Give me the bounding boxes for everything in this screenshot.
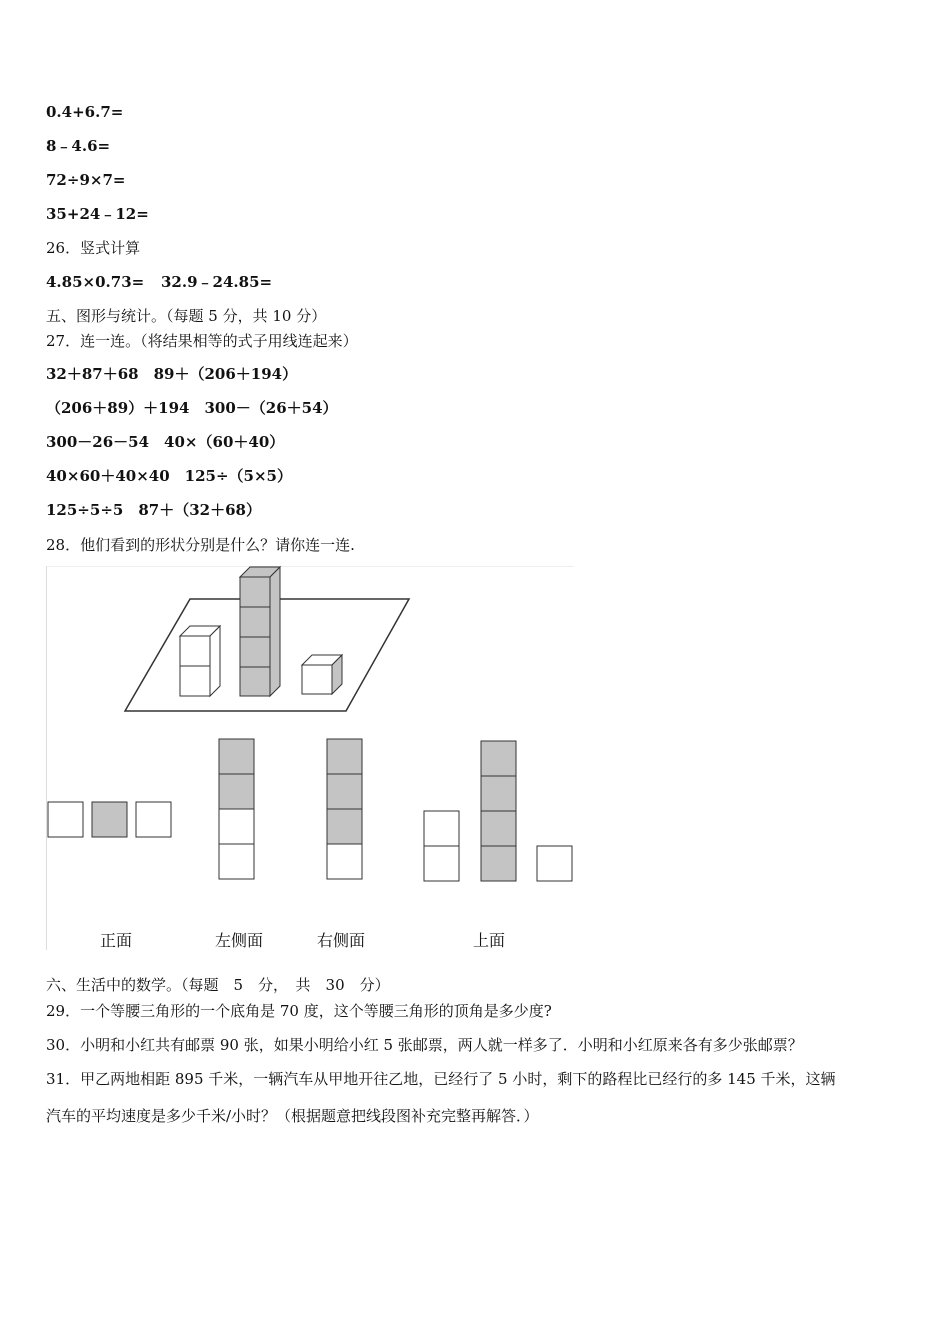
- question-30: 30．小明和小红共有邮票 90 张，如果小明给小红 5 张邮票，两人就一样多了．小明和小红原来各有多少张邮票？: [46, 1036, 803, 1054]
- question-28-figure: [46, 566, 574, 950]
- calc-line-2: 8﹣4.6=: [46, 137, 111, 155]
- calc-line-3: 72÷9×7=: [46, 171, 126, 189]
- question-27-row-4: 40×60＋40×40 125÷（5×5）: [46, 467, 292, 485]
- label-left-side[interactable]: 左侧面: [215, 931, 264, 950]
- calc-line-1: 0.4+6.7=: [46, 103, 124, 121]
- question-29: 29．一个等腰三角形的一个底角是 70 度，这个等腰三角形的顶角是多少度?: [46, 1002, 552, 1020]
- middle-stack-4-cubes: [240, 567, 280, 696]
- left-stack-2-cubes: [180, 626, 220, 696]
- question-28-title: 28．他们看到的形状分别是什么？请你连一连.: [46, 536, 355, 554]
- question-31-line-1: 31．甲乙两地相距 895 千米，一辆汽车从甲地开往乙地，已经行了 5 小时，剩下的路程比已经行的多 145 千米，这辆: [46, 1070, 836, 1088]
- question-27-row-1: 32＋87＋68 89＋（206＋194）: [46, 365, 298, 383]
- view-option-b[interactable]: [219, 739, 254, 879]
- view-option-c[interactable]: [327, 739, 362, 879]
- label-top[interactable]: 上面: [473, 931, 506, 950]
- section-5-heading: 五、图形与统计。（每题 5 分，共 10 分）: [46, 307, 327, 325]
- view-option-a[interactable]: [48, 802, 171, 837]
- question-26-item-b: 32.9﹣24.85=: [161, 273, 273, 291]
- label-front[interactable]: 正面: [100, 931, 133, 950]
- question-27-title: 27．连一连。（将结果相等的式子用线连起来）: [46, 332, 358, 350]
- question-31-line-2: 汽车的平均速度是多少千米/小时？（根据题意把线段图补充完整再解答．）: [46, 1107, 539, 1125]
- label-right-side[interactable]: 右侧面: [317, 931, 366, 950]
- question-27-row-5: 125÷5÷5 87＋（32＋68）: [46, 501, 261, 519]
- question-26-title: 26．竖式计算: [46, 239, 141, 257]
- question-27-row-2: （206＋89）＋194 300－（26＋54）: [46, 399, 338, 417]
- calc-line-4: 35+24﹣12=: [46, 205, 149, 223]
- question-26-item-a: 4.85×0.73=: [46, 273, 145, 291]
- right-single-cube: [302, 655, 342, 694]
- question-27-row-3: 300－26－54 40×（60＋40）: [46, 433, 285, 451]
- view-option-d[interactable]: [424, 741, 572, 881]
- section-6-heading: 六、生活中的数学。（每题 5 分， 共 30 分）: [46, 976, 390, 994]
